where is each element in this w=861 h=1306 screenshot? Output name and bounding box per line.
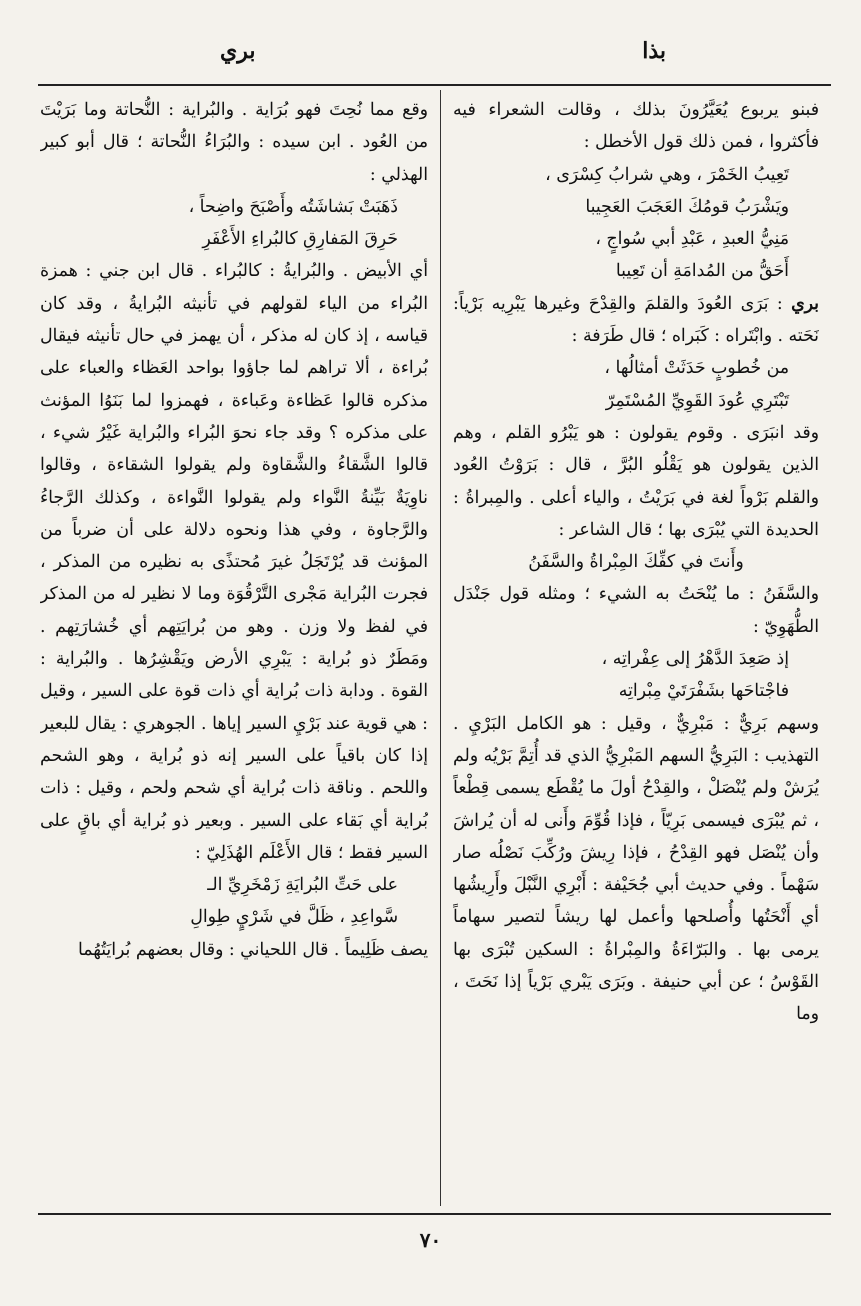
paragraph: وقع مما نُحِتَ فهو بُرَاية . والبُراية : النُّحاتة وما بَرَيْتَ من العُود . ابن سيده : والبُرَاءُ النُّحاتة ؛ قال أبو كبير الهذلي :: [40, 100, 428, 185]
hemistich: من خُطوبٍ حَدَثَتْ أمثالُها ،: [604, 358, 789, 379]
verse-line: [40, 869, 428, 901]
verse-line: [453, 159, 819, 191]
hemistich: مَنِيُّ العبدِ ، عَبْدِ أبي سُواجٍ ،: [595, 229, 789, 250]
entry-paragraph: [453, 288, 819, 353]
hemistich: على حَتِّ البُرايَةِ زَمْخَرِيِّ الـ: [207, 875, 398, 896]
entry-text: : بَرَى العُودَ والقلمَ والقِدْحَ وغيرها يَبْرِيه بَرْياً: نَحَته . وابْتَراه : كَبَراه ؛ قال طَرَفة :: [453, 293, 819, 347]
header-left-title: بري: [220, 38, 256, 64]
paragraph: وسهم بَرِيٌّ : مَبْرِيٌّ ، وقيل : هو الكامل البَرْيِ . التهذيب : البَرِيُّ السهم المَبْرِيُّ الذي قد أُتِمَّ بَرْيُه ولم يُرَشْ ولم يُنْصَلْ ، والقِدْحُ أولَ ما يُقْطَع يسمى قِطْعاً ، ثم يُبْرَى فيسمى بَرِيّاً ، فإذا قُوِّمَ وأَنى له أن يُراشَ وأن يُنْصَل فهو القِدْحُ ، فإذا رِيشَ ورُكِّبَ نَصْلُه صار سَهْماً . وفي حديث أبي جُحَيْفة : أَبْرِي النَّبْلَ وأَرِيشُها أي أَنْحَتُها وأُصلحها وأعمل لها ريشاً لتصير سهاماً يرمى بها . والبَرّاءَةُ والمِبْراةُ : السكين تُبْرَى بها القَوْسُ ؛ عن أبي حنيفة . وبَرَى يَبْري بَرْياً إذا نَحَتَ ، وما: [453, 713, 819, 1025]
verse-line: [453, 385, 819, 417]
right-column: [453, 94, 819, 1208]
hemistich: فاجْتاحَها بشَفْرَتَيْ مِبْراتِه: [618, 681, 789, 702]
column-divider: [440, 90, 441, 1206]
page-number: ٧٠: [419, 1228, 442, 1252]
top-rule: [38, 84, 831, 86]
entry-headword: بري: [791, 293, 819, 314]
hemistich: حَرِقَ المَفارِقِ كالبُراءِ الأَعْفَرِ: [202, 229, 398, 250]
verse-line: [453, 352, 819, 384]
verse-line: [453, 223, 819, 255]
verse-line: [40, 223, 428, 255]
hemistich: تَعِيبُ الخَمْرَ ، وهي شرابُ كِسْرَى ،: [545, 164, 789, 185]
verse-line: وأَنتَ في كفِّكَ المِبْراةُ والسَّفَنُ: [528, 552, 744, 573]
verse-line: [453, 643, 819, 675]
verse-line: [40, 191, 428, 223]
paragraph: والسَّفَنُ : ما يُنْحَتُ به الشيء ؛ ومثله قول جَنْدَل الطُّهَوِيّ :: [453, 584, 819, 637]
header-right-title: بذا: [642, 38, 666, 64]
paragraph: أي الأبيض . والبُرايةُ : كالبُراء . قال ابن جني : همزة البُراء من الياء لقولهم في تأنيثه البُرايةُ ، وقد كان قياسه ، إذ كان له مذكر ، أن يهمز في حال تأنيثه فيقال بُراءة ، ألا تراهم لما جاؤوا بواحد العَظاء والعباء على مذكره قالوا عَظاءة وعَباءة ، فهمزوا لما بَنَوُا المؤنث على مذكره ؟ وقد جاء نحوَ البُراء والبُراية غَيْرُ شيء ، قالوا الشَّقاءُ والشَّقاوة ولم يقولوا الشقاءة ، وقالوا ناوِيَةٌ بَيِّنةُ النَّواء ولم يقولوا النَّواءة ، وكذلك الرَّجاءُ والرَّجاوة ، وفي هذا ونحوه دلالة على أن ضرباً من المؤنث قد يُرْتَجَلُ غيرَ مُحتذًى به نظيره من المذكر ، فجرت البُراية مَجْرى التَّرْقُوَة وما لا نظير له من المذكر في لفظ ولا وزن . وهو من بُرايَتِهم أي خُشارَتِهم . ومَطَرٌ ذو بُراية : يَبْرِي الأرض ويَقْشِرُها . والبُراية : القوة . ودابة ذات بُراية أي ذات قوة على السير ، وقيل : هي قوية عند بَرْيِ السير إياها . الجوهري : يقال للبعير إذا كان باقياً على السير إنه ذو بُراية ، وهو الشحم واللحم . وناقة ذات بُراية أي شحم ولحم ، وقيل : ذات بُراية أي بَقاء على السير . وبعير ذو بُراية أي باقٍ على السير فقط ؛ قال الأَعْلَم الهُذَلِيّ :: [40, 261, 428, 863]
hemistich: تَبْتَرِي عُودَ القَوِيِّ المُسْتَمِرّ: [605, 390, 789, 411]
hemistich: ذَهَبَتْ بَشاشَتُه وأَصْبَحَ واضِحاً ،: [188, 196, 398, 217]
hemistich: إذ صَعِدَ الدَّهْرُ إلى عِفْراتِه ،: [601, 649, 789, 670]
paragraph: يصف ظَلِيماً . قال اللحياني : وقال بعضهم بُرايَتُهُما: [77, 939, 428, 960]
paragraph: فبنو يربوع يُعَيَّرُونَ بذلك ، وقالت الشعراء فيه فأكثروا ، فمن ذلك قول الأخطل :: [453, 100, 819, 153]
verse-line: [40, 901, 428, 933]
hemistich: سَّواعِدِ ، ظَلَّ في شَرْيٍ طِوالِ: [190, 907, 398, 928]
verse-line: [453, 255, 819, 287]
hemistich: ويَشْرَبُ قومُكَ العَجَبَ العَجِيبا: [585, 196, 789, 217]
paragraph: وقد انبَرَى . وقوم يقولون : هو يَبْرُو القلم ، وهم الذين يقولون هو يَقْلُو البُرَّ ، قال : بَرَوْتُ العُود والقلم بَرْواً لغة في بَرَيْتُ ، والياء أعلى . والمِبراةُ : الحديدة التي يُبْرَى بها ؛ قال الشاعر :: [453, 422, 819, 540]
verse-line: [453, 191, 819, 223]
bottom-rule: [38, 1213, 831, 1215]
left-column: [40, 94, 428, 1208]
hemistich: أَحَقُّ من المُدامَةِ أن تَعِيبا: [615, 261, 789, 282]
verse-line: [453, 675, 819, 707]
